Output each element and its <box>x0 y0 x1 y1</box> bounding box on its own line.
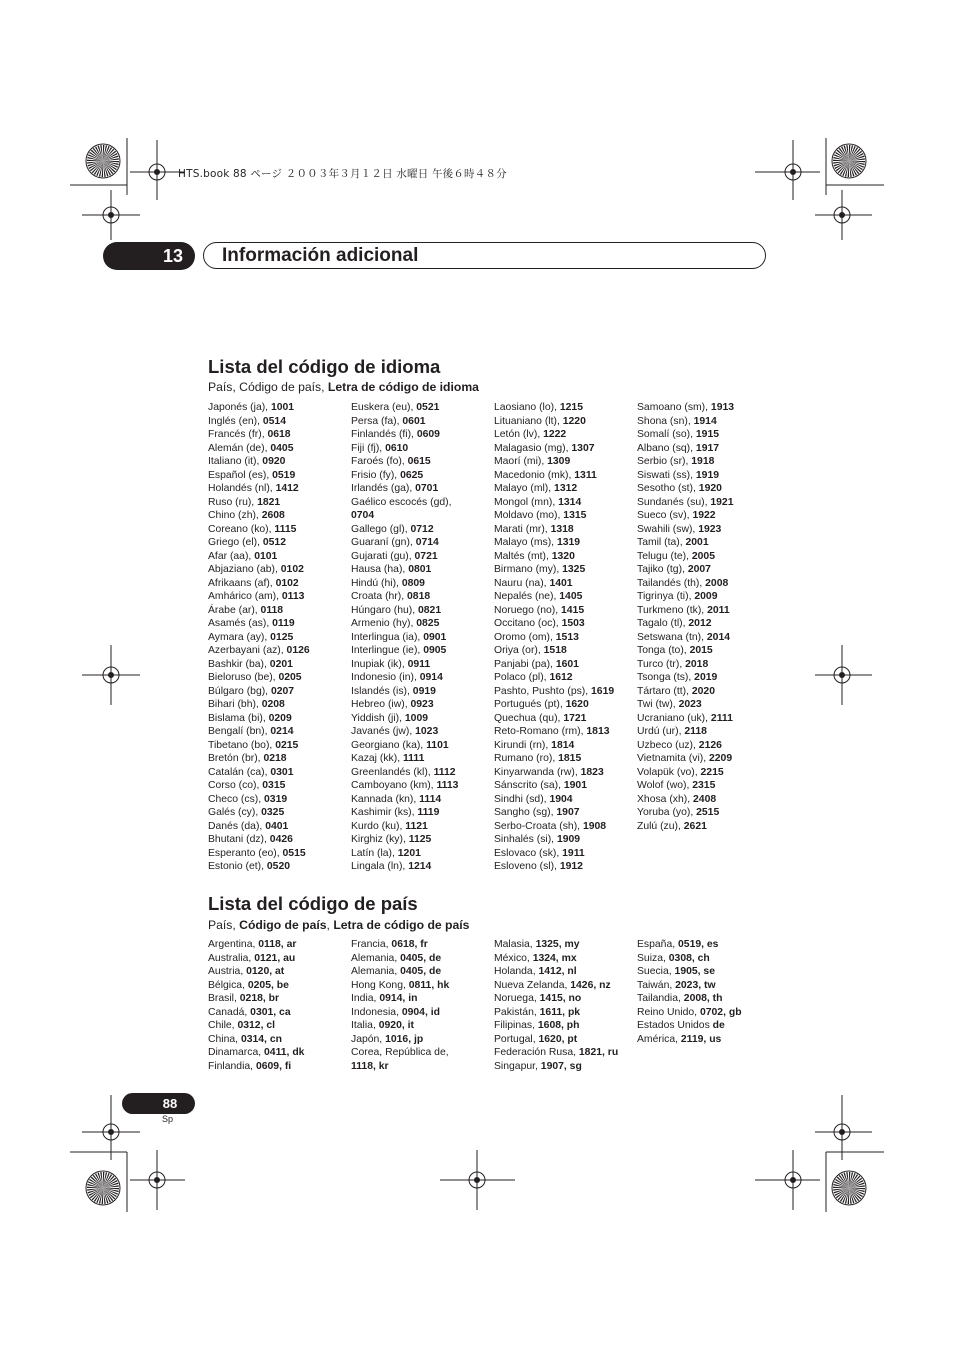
list-item: China, 0314, cn <box>208 1033 282 1045</box>
list-item: Francés (fr), 0618 <box>208 429 291 440</box>
list-item: Hong Kong, 0811, hk <box>351 979 450 991</box>
country-column <box>637 938 779 1046</box>
list-item: Zulú (zu), 2621 <box>637 820 707 832</box>
language-column <box>208 401 350 874</box>
list-item: Javanés (jw), 1023 <box>351 726 439 737</box>
list-item: Nauru (na), 1401 <box>494 577 573 589</box>
list-item: Guaraní (gn), 0714 <box>351 537 439 548</box>
list-item: Suecia, 1905, se <box>637 966 715 977</box>
list-item: Laosiano (lo), 1215 <box>494 402 583 413</box>
list-item: Kashimir (ks), 1119 <box>351 807 440 818</box>
list-item: Hausa (ha), 0801 <box>351 564 432 575</box>
list-item: Árabe (ar), 0118 <box>208 604 284 616</box>
list-item: Bhutani (dz), 0426 <box>208 834 293 845</box>
list-item: Turkmeno (tk), 2011 <box>637 604 730 616</box>
list-item: Azerbayani (az), 0126 <box>208 645 310 656</box>
list-item: Serbo-Croata (sh), 1908 <box>494 820 607 832</box>
list-item: Panjabi (pa), 1601 <box>494 658 579 670</box>
list-item: Danés (da), 0401 <box>208 820 289 832</box>
list-item: Tamil (ta), 2001 <box>637 537 709 548</box>
list-item: Bengalí (bn), 0214 <box>208 726 294 737</box>
list-item: Sesotho (st), 1920 <box>637 483 722 494</box>
list-item: Serbio (sr), 1918 <box>637 456 715 467</box>
list-item: Amhárico (am), 0113 <box>208 591 305 602</box>
list-item: Federación Rusa, 1821, ru <box>494 1047 619 1058</box>
list-item: Esperanto (eo), 0515 <box>208 847 306 859</box>
list-item: Afar (aa), 0101 <box>208 550 278 562</box>
list-item: Indonesio (in), 0914 <box>351 672 443 683</box>
list-item: Persa (fa), 0601 <box>351 415 426 427</box>
list-item: Bélgica, 0205, be <box>208 979 289 991</box>
list-item: Estados Unidos de América, 2119, us <box>637 1020 725 1045</box>
list-item: Xhosa (xh), 2408 <box>637 793 717 805</box>
list-item: Griego (el), 0512 <box>208 537 286 548</box>
list-item: Letón (lv), 1222 <box>494 429 567 440</box>
registration-target-icon <box>832 144 866 178</box>
list-item: Chile, 0312, cl <box>208 1020 276 1031</box>
list-item: Bislama (bi), 0209 <box>208 712 292 724</box>
list-item: Kirundi (rn), 1814 <box>494 739 575 751</box>
list-item: Gaélico escocés (gd), 0704 <box>351 496 452 521</box>
list-item: Francia, 0618, fr <box>351 939 428 950</box>
list-item: Latín (la), 1201 <box>351 847 421 859</box>
list-item: Malagasio (mg), 1307 <box>494 442 595 454</box>
list-item: Yoruba (yo), 2515 <box>637 807 720 818</box>
list-item: Coreano (ko), 1115 <box>208 523 297 535</box>
list-item: Tagalo (tl), 2012 <box>637 618 712 629</box>
list-item: Somalí (so), 1915 <box>637 429 720 440</box>
list-item: Japón, 1016, jp <box>351 1033 424 1045</box>
list-item: Holandés (nl), 1412 <box>208 483 299 494</box>
list-item: Bretón (br), 0218 <box>208 753 287 764</box>
list-item: Filipinas, 1608, ph <box>494 1020 580 1031</box>
list-item: Malayo (ms), 1319 <box>494 537 581 548</box>
list-item: Catalán (ca), 0301 <box>208 766 294 778</box>
list-item: Inglés (en), 0514 <box>208 415 286 427</box>
list-item: Sánscrito (sa), 1901 <box>494 780 587 791</box>
list-item: Interlingue (ie), 0905 <box>351 645 447 656</box>
list-item: Alemán (de), 0405 <box>208 442 294 454</box>
list-item: Nueva Zelanda, 1426, nz <box>494 979 611 991</box>
list-item: Albano (sq), 1917 <box>637 442 720 454</box>
country-column <box>494 938 636 1073</box>
list-item: Occitano (oc), 1503 <box>494 618 585 629</box>
list-item: Nepalés (ne), 1405 <box>494 591 583 602</box>
list-item: Shona (sn), 1914 <box>637 415 717 427</box>
list-item: Estonio (et), 0520 <box>208 861 291 872</box>
list-item: Ruso (ru), 1821 <box>208 496 281 508</box>
list-item: Corea, República de, 1118, kr <box>351 1047 449 1072</box>
list-item: España, 0519, es <box>637 939 719 950</box>
registration-target-icon <box>832 1171 866 1205</box>
list-item: Moldavo (mo), 1315 <box>494 510 587 521</box>
list-item: Pakistán, 1611, pk <box>494 1006 581 1018</box>
list-item: Irlandés (ga), 0701 <box>351 483 439 494</box>
list-item: Búlgaro (bg), 0207 <box>208 685 295 697</box>
list-item: Gallego (gl), 0712 <box>351 523 434 535</box>
list-item: Argentina, 0118, ar <box>208 939 297 950</box>
list-item: Rumano (ro), 1815 <box>494 753 582 764</box>
list-item: Setswana (tn), 2014 <box>637 631 731 643</box>
country-section-title: Lista del código de país <box>208 893 418 914</box>
printer-slug: HTS.book 88 ページ ２００３年３月１２日 水曜日 午後６時４８分 <box>178 168 507 180</box>
country-section-subtitle: País, Código de país, Letra de código de país <box>208 918 470 932</box>
list-item: Greenlandés (kl), 1112 <box>351 766 456 778</box>
list-item: Kurdo (ku), 1121 <box>351 820 428 832</box>
list-item: Reto-Romano (rm), 1813 <box>494 726 610 737</box>
list-item: Inupiak (ik), 0911 <box>351 658 431 670</box>
registration-target-icon <box>86 1171 120 1205</box>
list-item: Eslovaco (sk), 1911 <box>494 847 585 859</box>
list-item: Abjaziano (ab), 0102 <box>208 564 304 575</box>
list-item: Tailandia, 2008, th <box>637 993 723 1004</box>
list-item: Malasia, 1325, my <box>494 939 580 950</box>
list-item: Birmano (my), 1325 <box>494 564 586 575</box>
list-item: Siswati (ss), 1919 <box>637 469 720 481</box>
list-item: Checo (cs), 0319 <box>208 793 288 805</box>
country-column <box>351 938 493 1073</box>
list-item: Noruego (no), 1415 <box>494 604 585 616</box>
list-item: Portugal, 1620, pt <box>494 1033 578 1045</box>
list-item: Tigrinya (ti), 2009 <box>637 591 718 602</box>
list-item: Singapur, 1907, sg <box>494 1060 582 1072</box>
language-column <box>637 401 779 833</box>
language-column <box>351 401 493 874</box>
list-item: Mongol (mn), 1314 <box>494 496 582 508</box>
list-item: Croata (hr), 0818 <box>351 591 431 602</box>
list-item: Sundanés (su), 1921 <box>637 496 734 508</box>
page-number: 88 <box>162 1096 178 1111</box>
list-item: Bihari (bh), 0208 <box>208 699 285 710</box>
language-section-title: Lista del código de idioma <box>208 356 441 377</box>
list-item: Oromo (om), 1513 <box>494 631 579 643</box>
list-item: Sinhalés (si), 1909 <box>494 834 581 845</box>
list-item: Oriya (or), 1518 <box>494 645 567 656</box>
list-item: Polaco (pl), 1612 <box>494 672 573 683</box>
list-item: Pashto, Pushto (ps), 1619 <box>494 685 615 697</box>
list-item: Hebreo (iw), 0923 <box>351 699 434 710</box>
list-item: Húngaro (hu), 0821 <box>351 604 442 616</box>
chapter-number: 13 <box>162 246 184 266</box>
list-item: Kinyarwanda (rw), 1823 <box>494 766 604 778</box>
list-item: Portugués (pt), 1620 <box>494 699 589 710</box>
list-item: Islandés (is), 0919 <box>351 685 436 697</box>
list-item: Maorí (mi), 1309 <box>494 456 571 467</box>
list-item: Tajiko (tg), 2007 <box>637 564 711 575</box>
list-item: Yiddish (ji), 1009 <box>351 712 429 724</box>
list-item: Samoano (sm), 1913 <box>637 402 735 413</box>
list-item: Swahili (sw), 1923 <box>637 523 722 535</box>
list-item: Malayo (ml), 1312 <box>494 483 578 494</box>
page-language: Sp <box>162 1114 174 1124</box>
list-item: Euskera (eu), 0521 <box>351 402 440 413</box>
list-item: Kirghiz (ky), 1125 <box>351 834 432 845</box>
list-item: Austria, 0120, at <box>208 966 285 977</box>
list-item: Alemania, 0405, de <box>351 952 442 964</box>
list-item: Gujarati (gu), 0721 <box>351 550 438 562</box>
list-item: Sangho (sg), 1907 <box>494 807 580 818</box>
list-item: Tsonga (ts), 2019 <box>637 672 718 683</box>
list-item: Italiano (it), 0920 <box>208 456 286 467</box>
list-item: Sindhi (sd), 1904 <box>494 793 573 805</box>
registration-target-icon <box>86 144 120 178</box>
list-item: Marati (mr), 1318 <box>494 523 574 535</box>
list-item: Frisio (fy), 0625 <box>351 469 424 481</box>
list-item: Macedonio (mk), 1311 <box>494 469 597 481</box>
list-item: Brasil, 0218, br <box>208 993 280 1004</box>
list-item: Reino Unido, 0702, gb <box>637 1006 742 1018</box>
chapter-title: Información adicional <box>222 245 419 266</box>
list-item: Chino (zh), 2608 <box>208 510 285 521</box>
list-item: Faroés (fo), 0615 <box>351 456 431 467</box>
country-column <box>208 938 350 1073</box>
list-item: Taiwán, 2023, tw <box>637 979 716 991</box>
list-item: Noruega, 1415, no <box>494 993 582 1004</box>
list-item: Dinamarca, 0411, dk <box>208 1047 305 1058</box>
list-item: México, 1324, mx <box>494 952 577 964</box>
list-item: Canadá, 0301, ca <box>208 1006 291 1018</box>
language-column <box>494 401 636 874</box>
list-item: Finlandia, 0609, fi <box>208 1060 292 1072</box>
list-item: Camboyano (km), 1113 <box>351 780 459 791</box>
language-section-subtitle: País, Código de país, Letra de código de idioma <box>208 380 479 394</box>
list-item: Esloveno (sl), 1912 <box>494 861 583 872</box>
list-item: Sueco (sv), 1922 <box>637 510 716 521</box>
list-item: Wolof (wo), 2315 <box>637 780 716 791</box>
list-item: Twi (tw), 2023 <box>637 699 702 710</box>
list-item: Holanda, 1412, nl <box>494 966 577 977</box>
list-item: Japonés (ja), 1001 <box>208 402 295 413</box>
list-item: Ucraniano (uk), 2111 <box>637 712 733 724</box>
list-item: Corso (co), 0315 <box>208 780 286 791</box>
list-item: Volapük (vo), 2215 <box>637 766 724 778</box>
list-item: Turco (tr), 2018 <box>637 658 709 670</box>
list-item: Lingala (ln), 1214 <box>351 861 432 872</box>
list-item: Quechua (qu), 1721 <box>494 712 587 724</box>
list-item: Urdú (ur), 2118 <box>637 726 707 737</box>
list-item: Finlandés (fi), 0609 <box>351 429 440 440</box>
list-item: Suiza, 0308, ch <box>637 952 710 964</box>
list-item: Afrikaans (af), 0102 <box>208 577 299 589</box>
list-item: Tailandés (th), 2008 <box>637 577 729 589</box>
list-item: Español (es), 0519 <box>208 469 296 481</box>
list-item: Asamés (as), 0119 <box>208 618 295 629</box>
list-item: Galés (cy), 0325 <box>208 807 285 818</box>
list-item: Bieloruso (be), 0205 <box>208 672 302 683</box>
list-item: Lituaniano (lt), 1220 <box>494 415 586 427</box>
list-item: Tártaro (tt), 2020 <box>637 685 715 697</box>
list-item: India, 0914, in <box>351 993 418 1004</box>
list-item: Vietnamita (vi), 2209 <box>637 753 733 764</box>
list-item: Hindú (hi), 0809 <box>351 577 425 589</box>
list-item: Kazaj (kk), 1111 <box>351 753 425 764</box>
list-item: Bashkir (ba), 0201 <box>208 658 293 670</box>
list-item: Kannada (kn), 1114 <box>351 793 442 805</box>
list-item: Indonesia, 0904, id <box>351 1006 440 1018</box>
list-item: Australia, 0121, au <box>208 952 296 964</box>
list-item: Telugu (te), 2005 <box>637 550 715 562</box>
list-item: Tonga (to), 2015 <box>637 645 713 656</box>
list-item: Interlingua (ia), 0901 <box>351 631 447 643</box>
list-item: Italia, 0920, it <box>351 1020 414 1031</box>
list-item: Fiji (fj), 0610 <box>351 442 409 454</box>
list-item: Alemania, 0405, de <box>351 966 442 977</box>
list-item: Maltés (mt), 1320 <box>494 550 575 562</box>
list-item: Armenio (hy), 0825 <box>351 618 440 629</box>
list-item: Uzbeco (uz), 2126 <box>637 739 722 751</box>
list-item: Tibetano (bo), 0215 <box>208 739 299 751</box>
list-item: Aymara (ay), 0125 <box>208 631 294 643</box>
list-item: Georgiano (ka), 1101 <box>351 739 449 751</box>
